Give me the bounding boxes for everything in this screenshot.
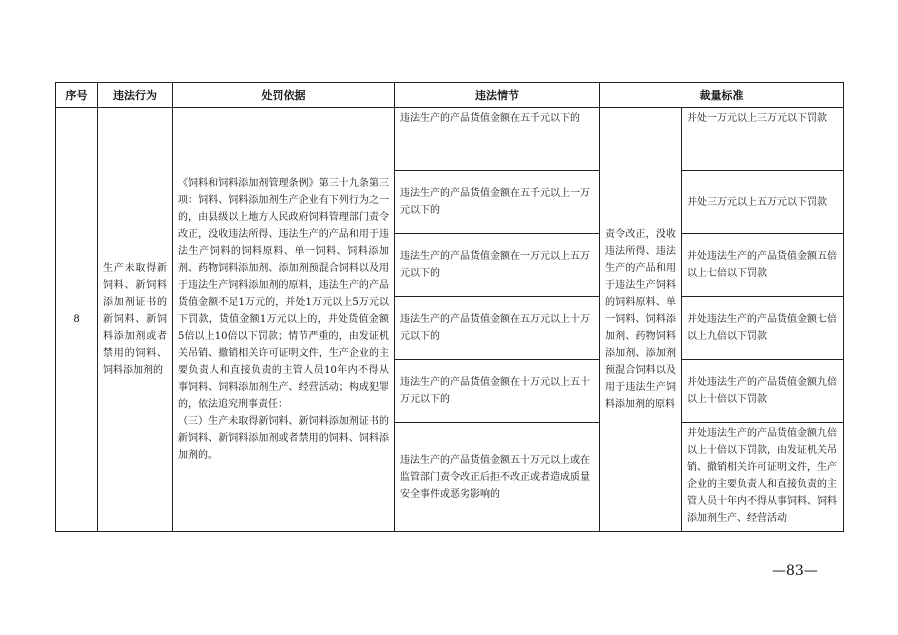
standard-cell: 并处三万元以上五万元以下罚款 [682, 171, 844, 234]
standard-cell: 并处违法生产的产品货值金额七倍以上九倍以下罚款 [682, 297, 844, 360]
standard-cell: 并处违法生产的产品货值金额五倍以上七倍以下罚款 [682, 234, 844, 297]
table-row [56, 108, 844, 171]
penalty-discretion-table [55, 82, 844, 532]
common-measure-cell: 责令改正，没收违法所得、违法生产的产品和用于违法生产饲料的饲料原料、单一饲料、饲料添加剂、药物饲料添加剂、添加剂预混合饲料以及用于违法生产饲料添加剂的原料 [600, 108, 682, 532]
standard-cell: 并处违法生产的产品货值金额九倍以上十倍以下罚款 [682, 360, 844, 423]
circumstance-cell: 违法生产的产品货值金额在一万元以上五万元以下的 [395, 234, 600, 297]
header-circumstance: 违法情节 [395, 83, 600, 108]
header-basis: 处罚依据 [173, 83, 395, 108]
circumstance-cell: 违法生产的产品货值金额在五千元以上一万元以下的 [395, 171, 600, 234]
circumstance-cell: 违法生产的产品货值金额在五千元以下的 [395, 108, 600, 171]
basis-paragraph: （三）生产未取得新饲料、新饲料添加剂证书的新饲料、新饲料添加剂或者禁用的饲料、饲料添加剂的。 [178, 416, 389, 461]
circumstance-cell: 违法生产的产品货值金额五十万元以上或在监管部门责令改正后拒不改正或者造成质量安全事件或恶劣影响的 [395, 423, 600, 532]
seq-cell: 8 [56, 108, 98, 532]
violation-cell: 生产未取得新饲料、新饲料添加剂证书的新饲料、新饲料添加剂或者禁用的饲料、饲料添加剂的 [98, 108, 173, 532]
standard-cell: 并处违法生产的产品货值金额九倍以上十倍以下罚款，由发证机关吊销、撤销相关许可证明文件，生产企业的主要负责人和直接负责的主管人员十年内不得从事饲料、饲料添加剂生产、经营活动 [682, 423, 844, 532]
page-number: —83— [772, 563, 818, 579]
table-header-row [56, 83, 844, 108]
header-seq: 序号 [56, 83, 98, 108]
header-violation: 违法行为 [98, 83, 173, 108]
basis-paragraph: 《饲料和饲料添加剂管理条例》第三十九条第三项：饲料、饲料添加剂生产企业有下列行为之一的，由县级以上地方人民政府饲料管理部门责令改正，没收违法所得、违法生产的产品和用于违法生产饲料的饲料原料、单一饲料、饲料添加剂、药物饲料添加剂、添加剂预混合饲料以及用于违法生产饲料添加剂的原料，违法生产的产品货值金额不足1万元的，并处1万元以上5万元以下罚款，货值金额1万元以上的，并处货值金额5倍以上10倍以下罚款；情节严重的，由发证机关吊销、撤销相关许可证明文件，生产企业的主要负责人和直接负责的主管人员10年内不得从事饲料、饲料添加剂生产、经营活动；构成犯罪的，依法追究刑事责任： [178, 178, 389, 410]
basis-cell [173, 108, 395, 532]
circumstance-cell: 违法生产的产品货值金额在五万元以上十万元以下的 [395, 297, 600, 360]
standard-cell: 并处一万元以上三万元以下罚款 [682, 108, 844, 171]
header-standard: 裁量标准 [600, 83, 844, 108]
circumstance-cell: 违法生产的产品货值金额在十万元以上五十万元以下的 [395, 360, 600, 423]
